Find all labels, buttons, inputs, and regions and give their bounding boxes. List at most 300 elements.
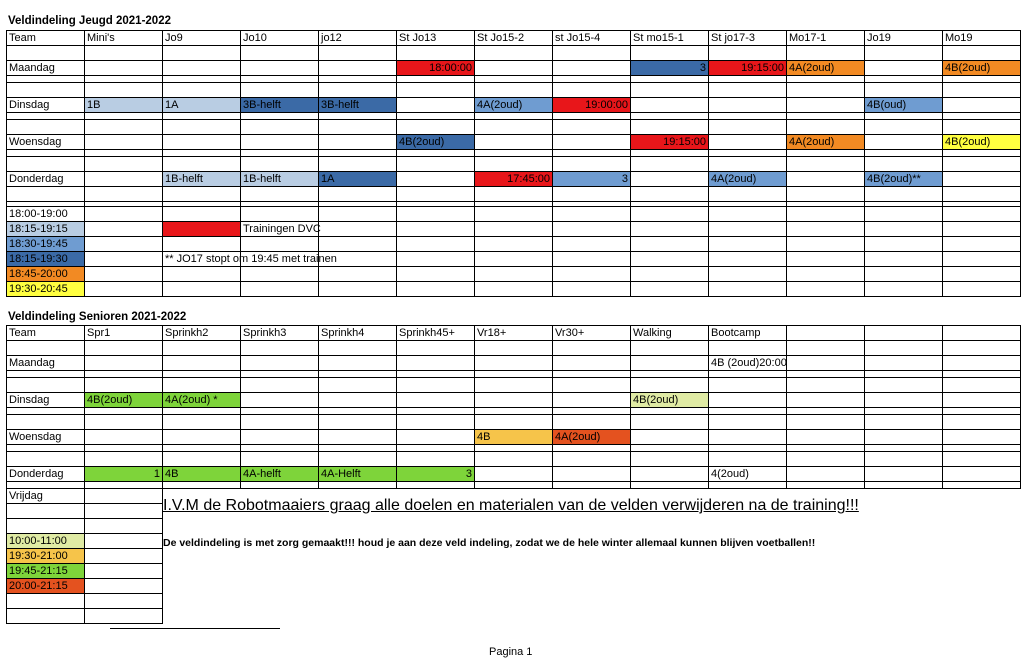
empty-cell [553, 415, 631, 430]
empty-cell [553, 222, 631, 237]
empty-cell [553, 445, 631, 452]
empty-cell [631, 378, 709, 393]
empty-cell [7, 187, 85, 202]
slot-cell: 1B [85, 98, 163, 113]
empty-cell [943, 113, 1021, 120]
spacer-row [7, 46, 1021, 61]
empty-cell [397, 482, 475, 489]
slot-cell [709, 135, 787, 150]
empty-cell [553, 267, 631, 282]
slot-cell [709, 430, 787, 445]
empty-cell [709, 482, 787, 489]
empty-cell [241, 445, 319, 452]
empty-cell [475, 445, 553, 452]
schedule-row [7, 393, 1021, 408]
empty-cell [709, 282, 787, 297]
empty-cell [397, 267, 475, 282]
empty-cell [631, 207, 709, 222]
blank-area [163, 549, 1021, 564]
empty-cell [241, 237, 319, 252]
slot-cell [943, 98, 1021, 113]
empty-cell [397, 222, 475, 237]
empty-cell [7, 415, 85, 430]
empty-cell [475, 222, 553, 237]
empty-cell [943, 341, 1021, 356]
slot-cell [397, 430, 475, 445]
empty-cell [631, 237, 709, 252]
slot-cell: 4(2oud) [709, 467, 787, 482]
empty-cell [319, 157, 397, 172]
slot-cell [787, 393, 865, 408]
empty-cell [631, 408, 709, 415]
empty-cell [787, 187, 865, 202]
empty-cell [7, 46, 85, 61]
slot-cell [631, 467, 709, 482]
empty-cell [631, 150, 709, 157]
empty-cell [943, 120, 1021, 135]
slot-cell [631, 430, 709, 445]
blank-area [163, 609, 1021, 624]
empty-cell [709, 157, 787, 172]
slot-cell [475, 61, 553, 76]
empty-cell [631, 157, 709, 172]
column-header: Sprinkh4 [319, 326, 397, 341]
slot-cell [85, 135, 163, 150]
slot-cell [865, 393, 943, 408]
slot-cell [397, 98, 475, 113]
schedule-row [7, 135, 1021, 150]
empty-cell [631, 452, 709, 467]
empty-cell [553, 408, 631, 415]
legend-row [7, 282, 1021, 297]
slot-cell [553, 393, 631, 408]
empty-cell [163, 120, 241, 135]
day-cell: Woensdag [7, 135, 85, 150]
empty-cell [7, 157, 85, 172]
schedule-row [7, 172, 1021, 187]
spacer-row [7, 187, 1021, 202]
empty-cell [787, 252, 865, 267]
empty-cell [85, 415, 163, 430]
schedule-row [7, 430, 1021, 445]
empty-cell [943, 482, 1021, 489]
empty-cell [865, 150, 943, 157]
slot-cell [865, 61, 943, 76]
empty-cell [631, 83, 709, 98]
spacer-row [7, 482, 1021, 489]
empty-cell [553, 482, 631, 489]
empty-cell [7, 371, 85, 378]
empty-cell [241, 46, 319, 61]
empty-cell [631, 120, 709, 135]
column-header: st Jo15-4 [553, 31, 631, 46]
empty-cell [397, 415, 475, 430]
empty-cell [85, 341, 163, 356]
empty-cell [163, 46, 241, 61]
slot-cell [787, 172, 865, 187]
left-cell [7, 594, 85, 609]
empty-cell [85, 378, 163, 393]
column-header: St Jo13 [397, 31, 475, 46]
slot-cell [787, 356, 865, 371]
empty-cell [709, 237, 787, 252]
empty-cell [943, 371, 1021, 378]
slot-cell [553, 356, 631, 371]
empty-cell [631, 445, 709, 452]
slot-cell: 4B(2oud) [397, 135, 475, 150]
slot-cell [475, 393, 553, 408]
empty-cell [709, 371, 787, 378]
empty-cell [709, 415, 787, 430]
empty-cell [865, 46, 943, 61]
empty-cell [163, 282, 241, 297]
empty-cell [397, 237, 475, 252]
empty-cell [631, 267, 709, 282]
footer-divider [110, 628, 280, 629]
youth-schedule-table [6, 30, 1021, 297]
blank-area [163, 564, 1021, 579]
empty-cell [475, 415, 553, 430]
slot-cell: 1B-helft [163, 172, 241, 187]
empty-cell [943, 150, 1021, 157]
spacer-row [7, 445, 1021, 452]
empty-cell [631, 46, 709, 61]
legend-time: 18:00-19:00 [7, 207, 85, 222]
empty-cell [241, 341, 319, 356]
legend-time: 18:30-19:45 [7, 237, 85, 252]
slot-cell: 4B (2oud)20:00 [709, 356, 787, 371]
column-header: Spr1 [85, 326, 163, 341]
empty-cell [475, 113, 553, 120]
slot-cell [241, 135, 319, 150]
empty-cell [85, 489, 163, 504]
empty-cell [7, 76, 85, 83]
slot-cell: 19:15:00 [709, 61, 787, 76]
slot-cell: 4B [163, 467, 241, 482]
empty-cell [163, 83, 241, 98]
slot-cell: 4B(2oud) [631, 393, 709, 408]
slot-cell: 19:15:00 [631, 135, 709, 150]
legend-row [7, 579, 1021, 594]
empty-cell [787, 415, 865, 430]
empty-cell [85, 549, 163, 564]
empty-cell [787, 445, 865, 452]
empty-cell [397, 113, 475, 120]
empty-cell [319, 482, 397, 489]
empty-cell [475, 371, 553, 378]
empty-cell [85, 371, 163, 378]
empty-cell [319, 452, 397, 467]
legend-row [7, 222, 1021, 237]
empty-cell [943, 267, 1021, 282]
empty-cell [943, 46, 1021, 61]
column-header: Jo10 [241, 31, 319, 46]
slot-cell [943, 172, 1021, 187]
empty-cell [787, 371, 865, 378]
empty-cell [163, 237, 241, 252]
empty-cell [319, 408, 397, 415]
empty-cell [709, 120, 787, 135]
slot-cell [709, 393, 787, 408]
empty-cell [241, 113, 319, 120]
spacer-row [7, 609, 1021, 624]
empty-cell [85, 564, 163, 579]
empty-cell [631, 222, 709, 237]
slot-cell [631, 98, 709, 113]
column-header: Walking [631, 326, 709, 341]
field-allocation-note: De veldindeling is met zorg gemaakt!!! houd je aan deze veld indeling, zodat we de hele winter allemaal kunnen blijven voetballen!! [163, 537, 816, 549]
empty-cell [397, 76, 475, 83]
empty-cell [397, 371, 475, 378]
empty-cell [553, 157, 631, 172]
slot-cell [163, 135, 241, 150]
empty-cell [85, 594, 163, 609]
slot-cell: 4B(2oud) [85, 393, 163, 408]
legend-time: 10:00-11:00 [7, 534, 85, 549]
empty-cell [85, 534, 163, 549]
empty-cell [553, 113, 631, 120]
empty-cell [943, 83, 1021, 98]
empty-cell [709, 378, 787, 393]
slot-cell [319, 393, 397, 408]
slot-cell [85, 172, 163, 187]
empty-cell [865, 120, 943, 135]
empty-cell [85, 267, 163, 282]
empty-cell [553, 371, 631, 378]
day-cell: Maandag [7, 356, 85, 371]
empty-cell [319, 282, 397, 297]
schedule-row [7, 356, 1021, 371]
empty-cell [241, 452, 319, 467]
empty-cell [787, 282, 865, 297]
empty-cell [631, 252, 709, 267]
empty-cell [475, 378, 553, 393]
empty-cell [319, 83, 397, 98]
empty-cell [475, 452, 553, 467]
empty-cell [397, 445, 475, 452]
empty-cell [85, 83, 163, 98]
empty-cell [631, 341, 709, 356]
empty-cell [943, 157, 1021, 172]
legend-time: 19:30-20:45 [7, 282, 85, 297]
empty-cell [163, 76, 241, 83]
empty-cell [319, 267, 397, 282]
empty-cell [397, 252, 475, 267]
slot-cell: 4A(2oud) [787, 61, 865, 76]
empty-cell [7, 445, 85, 452]
slot-cell: 4B(2oud) [943, 135, 1021, 150]
empty-cell [553, 150, 631, 157]
empty-cell [163, 452, 241, 467]
empty-cell [631, 371, 709, 378]
column-header: Sprinkh2 [163, 326, 241, 341]
empty-cell [319, 445, 397, 452]
empty-cell [943, 252, 1021, 267]
empty-cell [241, 187, 319, 202]
empty-cell [7, 408, 85, 415]
empty-cell [943, 207, 1021, 222]
legend-row [7, 549, 1021, 564]
empty-cell [553, 341, 631, 356]
empty-cell [787, 150, 865, 157]
legend-time: 19:30-21:00 [7, 549, 85, 564]
slot-cell: 3B-helft [319, 98, 397, 113]
empty-cell [787, 452, 865, 467]
empty-cell [865, 267, 943, 282]
empty-cell [631, 187, 709, 202]
spacer-row [7, 378, 1021, 393]
empty-cell [397, 46, 475, 61]
empty-cell [7, 378, 85, 393]
empty-cell [865, 482, 943, 489]
empty-cell [943, 76, 1021, 83]
empty-cell [85, 252, 163, 267]
empty-cell [397, 207, 475, 222]
slot-cell [319, 61, 397, 76]
empty-cell [475, 252, 553, 267]
empty-cell [553, 237, 631, 252]
slot-cell: 4A(2oud) [709, 172, 787, 187]
empty-cell [943, 282, 1021, 297]
empty-cell [241, 267, 319, 282]
empty-cell [475, 237, 553, 252]
blank-area [163, 519, 1021, 534]
empty-cell [787, 83, 865, 98]
left-cell [7, 504, 85, 519]
slot-cell [943, 393, 1021, 408]
empty-cell [553, 207, 631, 222]
empty-cell [475, 267, 553, 282]
empty-cell [397, 157, 475, 172]
empty-cell [631, 76, 709, 83]
empty-cell [475, 150, 553, 157]
empty-cell [943, 187, 1021, 202]
empty-cell [709, 187, 787, 202]
empty-cell [397, 452, 475, 467]
day-cell: Donderdag [7, 467, 85, 482]
empty-cell [787, 46, 865, 61]
empty-cell [865, 378, 943, 393]
slot-cell: 4A-helft [241, 467, 319, 482]
empty-cell [865, 157, 943, 172]
empty-cell [475, 482, 553, 489]
empty-cell [865, 452, 943, 467]
empty-cell [709, 267, 787, 282]
legend-swatch-red [163, 222, 241, 237]
empty-cell [163, 378, 241, 393]
slot-cell: 4B(2oud)** [865, 172, 943, 187]
spacer-row [7, 371, 1021, 378]
empty-cell [319, 187, 397, 202]
empty-cell [631, 113, 709, 120]
empty-cell [241, 282, 319, 297]
empty-cell [475, 120, 553, 135]
empty-cell [943, 452, 1021, 467]
empty-cell [943, 237, 1021, 252]
slot-cell [631, 172, 709, 187]
empty-cell [865, 282, 943, 297]
empty-cell [865, 237, 943, 252]
empty-cell [865, 83, 943, 98]
legend-row [7, 237, 1021, 252]
column-header: Sprinkh45+ [397, 326, 475, 341]
column-header: jo12 [319, 31, 397, 46]
column-header: St mo15-1 [631, 31, 709, 46]
empty-cell [865, 252, 943, 267]
slot-cell: 17:45:00 [475, 172, 553, 187]
empty-cell [787, 267, 865, 282]
empty-cell [241, 408, 319, 415]
empty-cell [475, 187, 553, 202]
empty-cell [7, 113, 85, 120]
blank-area [163, 579, 1021, 594]
left-cell [7, 609, 85, 624]
empty-cell [85, 46, 163, 61]
slot-cell: 19:00:00 [553, 98, 631, 113]
column-header: Mini's [85, 31, 163, 46]
empty-cell [319, 207, 397, 222]
day-cell: Dinsdag [7, 393, 85, 408]
slot-cell [163, 430, 241, 445]
empty-cell [865, 341, 943, 356]
empty-cell [397, 150, 475, 157]
empty-cell [163, 482, 241, 489]
empty-cell [85, 609, 163, 624]
empty-cell [85, 579, 163, 594]
slot-cell: 1 [85, 467, 163, 482]
empty-cell [709, 252, 787, 267]
empty-cell [241, 150, 319, 157]
spacer-row [7, 594, 1021, 609]
slot-cell [943, 467, 1021, 482]
slot-cell [397, 393, 475, 408]
empty-cell [319, 222, 397, 237]
empty-cell [319, 46, 397, 61]
column-header [943, 326, 1021, 341]
empty-cell [7, 150, 85, 157]
slot-cell: 1A [163, 98, 241, 113]
spacer-row [7, 408, 1021, 415]
empty-cell [163, 408, 241, 415]
robotmower-notice: I.V.M de Robotmaaiers graag alle doelen en materialen van de velden verwijderen na de training!!! [163, 497, 859, 514]
senior-schedule-table [6, 325, 1021, 624]
empty-cell [397, 378, 475, 393]
empty-cell [163, 341, 241, 356]
slot-cell: 4A-Helft [319, 467, 397, 482]
slot-cell [85, 430, 163, 445]
legend-time: 20:00-21:15 [7, 579, 85, 594]
column-header: Mo19 [943, 31, 1021, 46]
spacer-row [7, 452, 1021, 467]
empty-cell [787, 222, 865, 237]
empty-cell [787, 76, 865, 83]
slot-cell [709, 98, 787, 113]
slot-cell [631, 356, 709, 371]
empty-cell [787, 408, 865, 415]
slot-cell: 3 [397, 467, 475, 482]
column-header: St Jo15-2 [475, 31, 553, 46]
empty-cell [787, 341, 865, 356]
empty-cell [7, 341, 85, 356]
legend-time: 18:15-19:15 [7, 222, 85, 237]
slot-cell [865, 467, 943, 482]
empty-cell [865, 207, 943, 222]
legend-row [7, 252, 1021, 267]
empty-cell [553, 252, 631, 267]
header-row [7, 326, 1021, 341]
empty-cell [241, 482, 319, 489]
empty-cell [475, 46, 553, 61]
